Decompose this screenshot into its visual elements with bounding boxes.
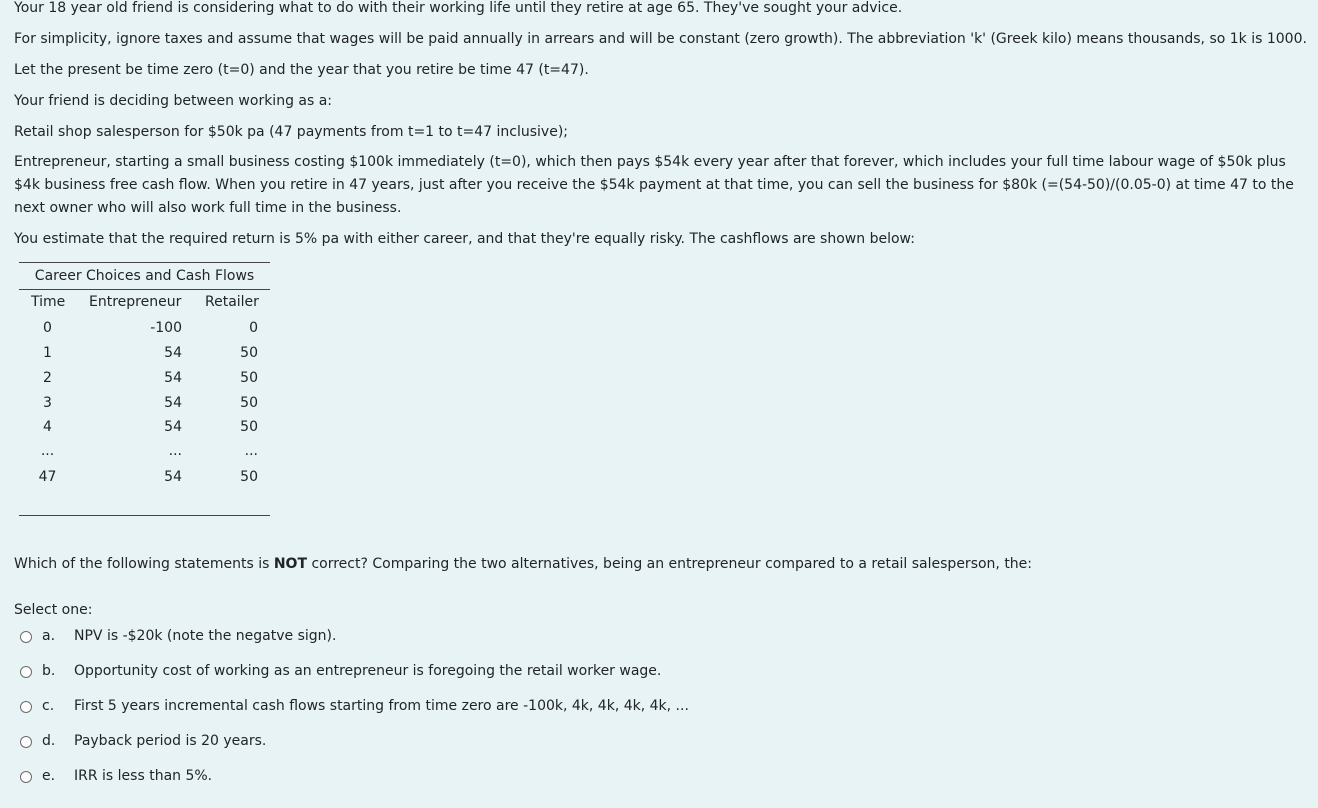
intro-paragraph-retail: Retail shop salesperson for $50k pa (47 payments from t=1 to t=47 inclusive); [14,124,568,140]
answer-option-c[interactable] [20,695,689,718]
table-cell-time: 4 [43,419,52,435]
table-cell-entrepreneur: 54 [164,345,182,361]
question-text-before: Which of the following statements is [14,556,274,572]
table-cell-retailer: 50 [240,469,258,485]
option-letter: c. [42,698,55,714]
table-header-rule [19,289,270,290]
table-top-rule [19,262,270,263]
table-caption: Career Choices and Cash Flows [34,268,255,284]
option-text: Opportunity cost of working as an entrepreneur is foregoing the retail worker wage. [74,663,662,679]
table-bottom-rule [19,515,270,516]
answer-option-e[interactable] [20,765,212,788]
table-cell-retailer: 50 [240,345,258,361]
table-header-retailer: Retailer [205,294,259,310]
table-cell-retailer: ... [244,443,258,459]
question-text [14,553,1032,576]
table-header-entrepreneur: Entrepreneur [89,294,182,310]
radio-button[interactable] [20,701,32,713]
table-cell-retailer: 0 [249,320,258,336]
table-cell-time: 3 [43,395,52,411]
intro-paragraph-required-return: You estimate that the required return is 5% pa with either career, and that they're equally risky. The cashflows are shown below: [14,231,915,247]
intro-paragraph-2: For simplicity, ignore taxes and assume that wages will be paid annually in arrears and will be constant (zero growth). The abbreviation 'k' (Greek kilo) means thousands, so 1k is 1000. [14,31,1307,47]
option-text: NPV is -$20k (note the negatve sign). [74,628,337,644]
table-cell-entrepreneur: -100 [150,320,182,336]
table-cell-retailer: 50 [240,370,258,386]
table-cell-time: ... [40,443,55,459]
table-cell-retailer: 50 [240,395,258,411]
radio-button[interactable] [20,771,32,783]
table-cell-time: 2 [43,370,52,386]
intro-paragraph-entrepreneur: Entrepreneur, starting a small business costing $100k immediately (t=0), which then pays $54k every year after that forever, which includes your full time labour wage of $50k plus $4k business free cash flow. When you retire in 47 years, just after you receive the $54k payment at that time, you can sell the business for $80k (=(54-50)/(0.05-0) at time 47 to the next owner who will also work full time in the business. [14,154,1294,216]
answer-option-d[interactable] [20,730,266,753]
question-emphasis: NOT [273,556,308,572]
radio-button[interactable] [20,631,32,643]
option-letter: b. [42,663,56,679]
table-cell-entrepreneur: 54 [164,469,182,485]
question-text-after: correct? Comparing the two alternatives, being an entrepreneur compared to a retail salesperson, the: [307,556,1033,572]
table-cell-entrepreneur: 54 [164,419,182,435]
option-text: IRR is less than 5%. [74,768,213,784]
intro-paragraph-4: Your friend is deciding between working as a: [14,93,333,109]
option-letter: e. [42,768,56,784]
table-cell-entrepreneur: 54 [164,395,182,411]
intro-paragraph-1: Your 18 year old friend is considering what to do with their working life until they retire at age 65. They've sought your advice. [14,0,903,16]
select-one-label: Select one: [14,602,93,618]
table-cell-time: 47 [38,469,57,485]
option-text: Payback period is 20 years. [74,733,267,749]
table-cell-entrepreneur: 54 [164,370,182,386]
option-letter: a. [42,628,56,644]
option-letter: d. [42,733,56,749]
table-cell-time: 1 [43,345,52,361]
option-text: First 5 years incremental cash flows starting from time zero are -100k, 4k, 4k, 4k, 4k, ... [74,698,689,714]
intro-paragraph-3: Let the present be time zero (t=0) and the year that you retire be time 47 (t=47). [14,62,589,78]
table-cell-time: 0 [43,320,52,336]
answer-option-b[interactable] [20,660,661,683]
table-cell-entrepreneur: ... [168,443,182,459]
radio-button[interactable] [20,666,32,678]
table-header-time: Time [31,294,66,310]
cash-flow-table [19,262,270,516]
table-cell-retailer: 50 [240,419,258,435]
answer-option-a[interactable] [20,625,336,648]
radio-button[interactable] [20,736,32,748]
